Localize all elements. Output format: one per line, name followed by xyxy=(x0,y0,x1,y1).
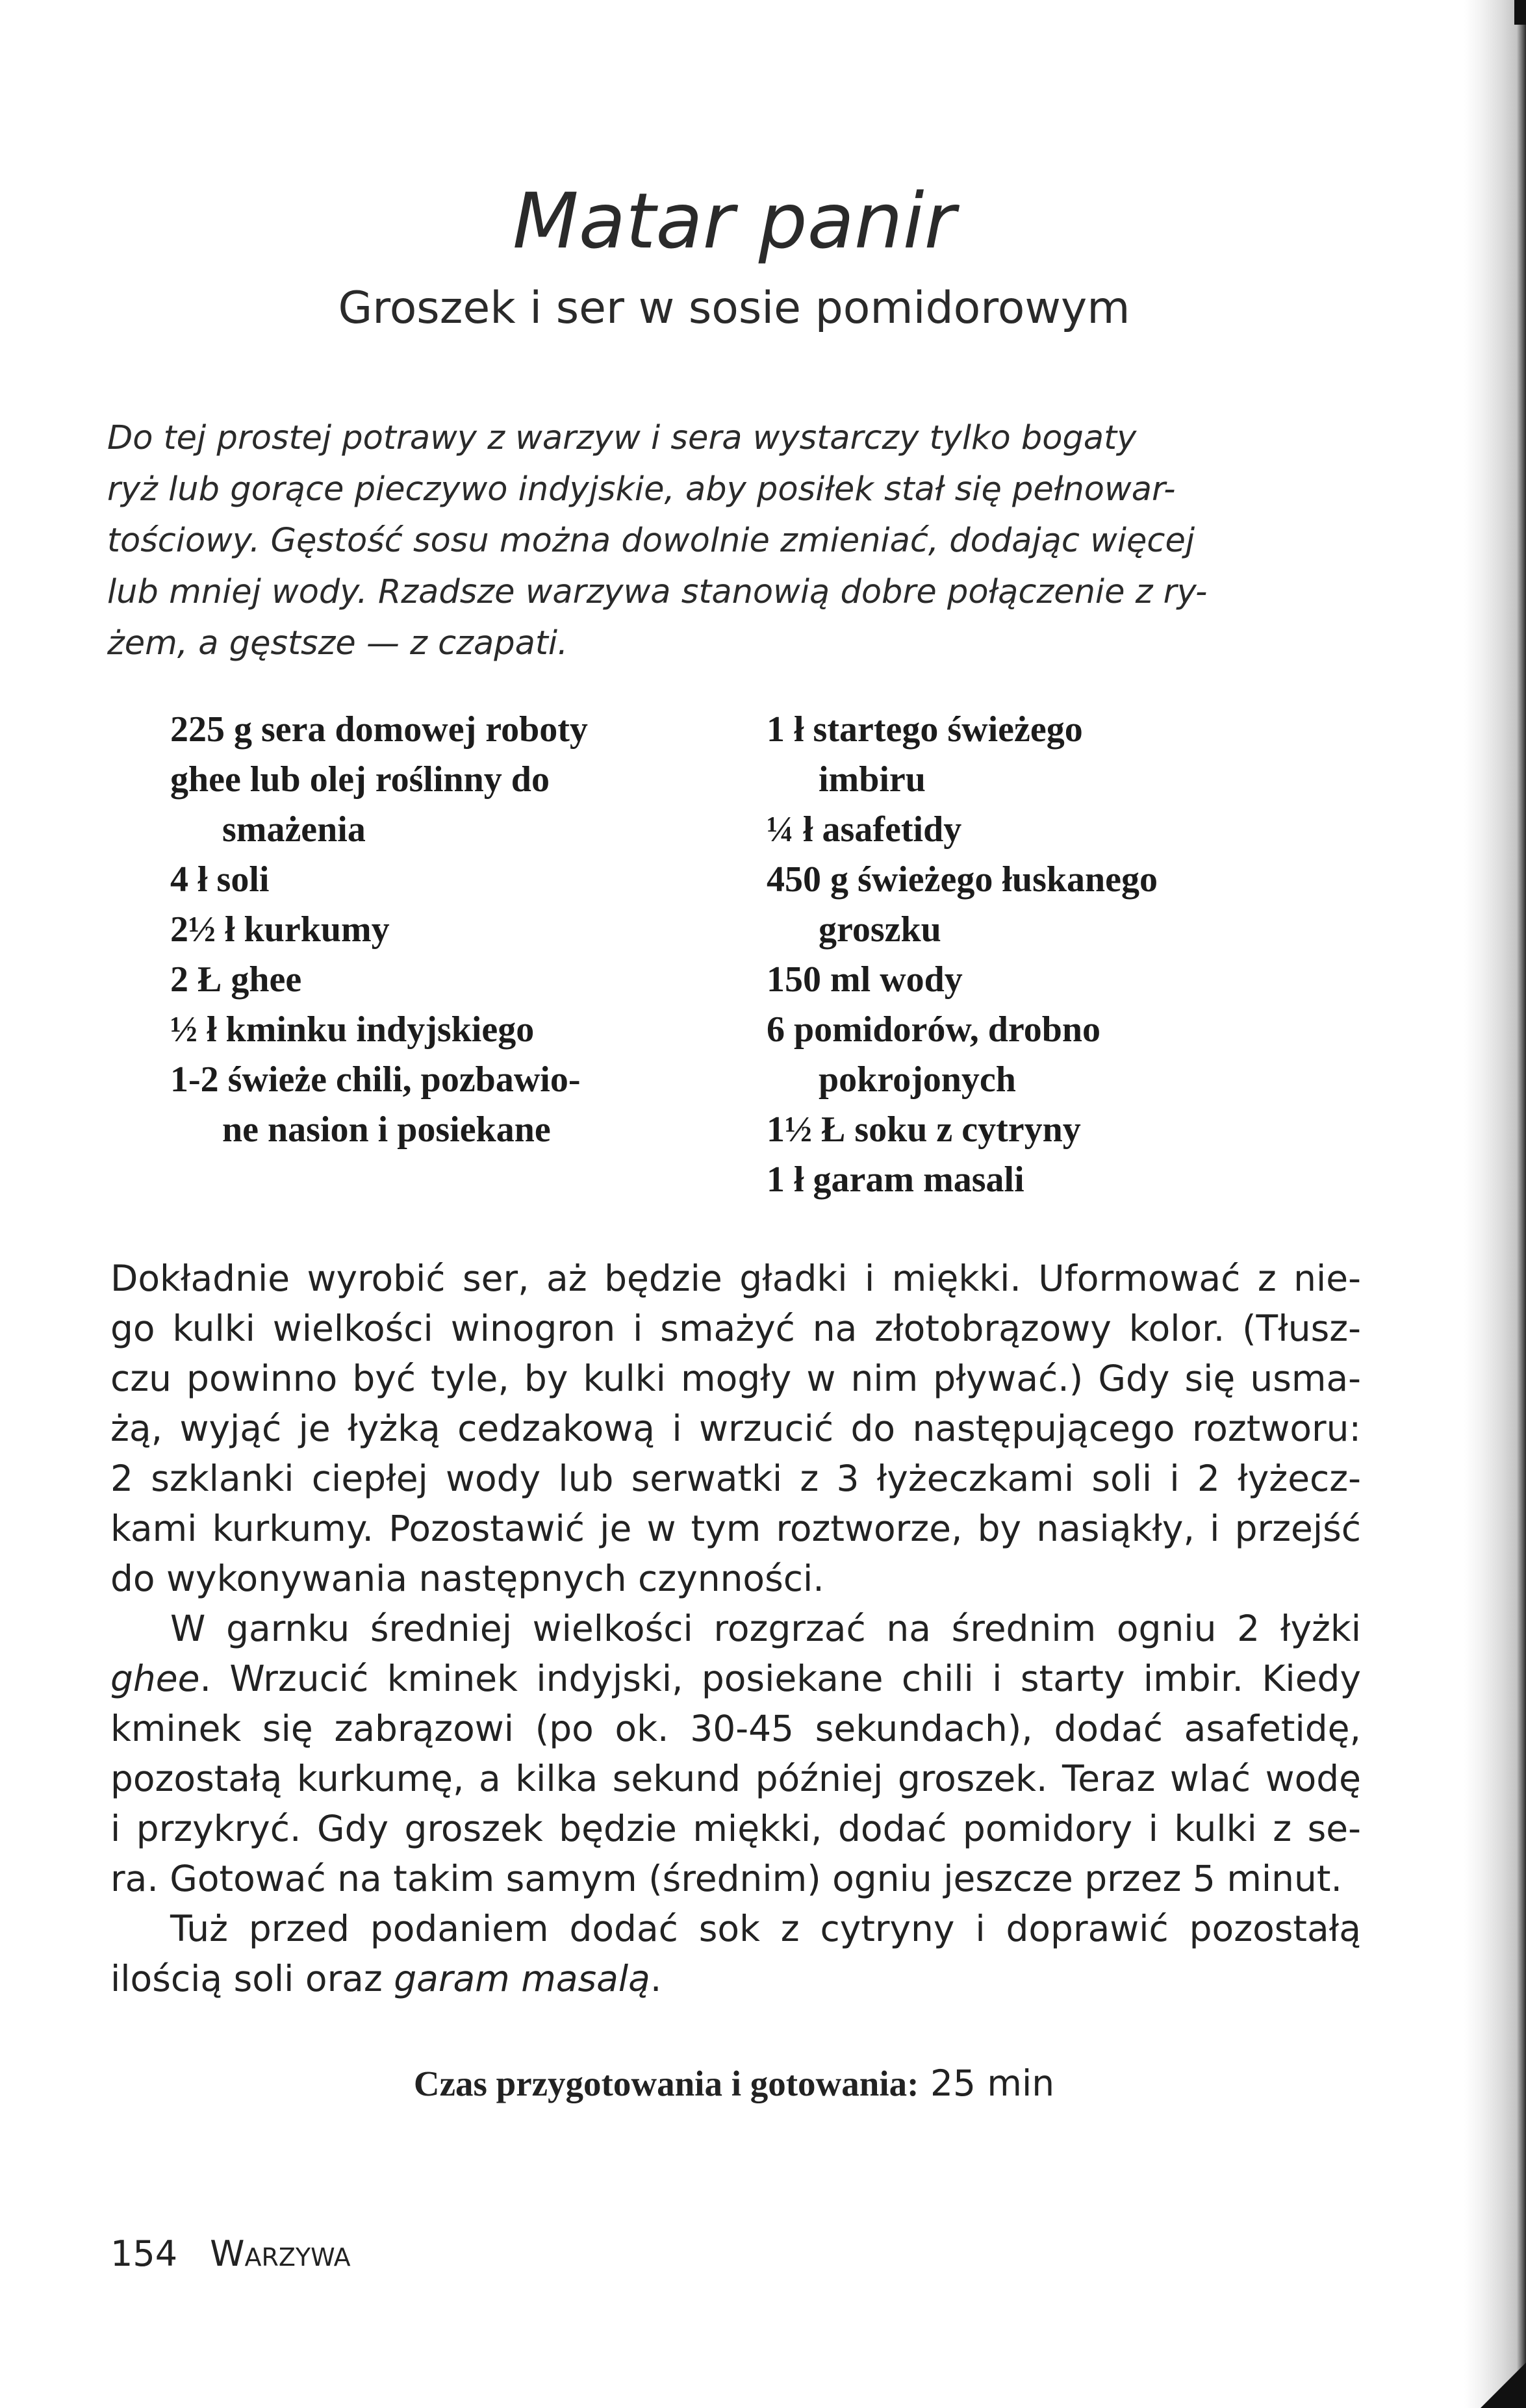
method-line: Tuż przed podaniem dodać sok z cytryny i doprawić pozostałą xyxy=(170,1908,1361,1949)
page-edge-shadow xyxy=(1464,0,1526,2408)
ingredient-line: 1 ł garam masali xyxy=(767,1160,1024,1200)
method-line xyxy=(110,1654,1361,1704)
ingredient-line: 1-2 świeże chili, pozbawio- xyxy=(170,1059,581,1100)
page-number: 154 xyxy=(110,2233,178,2274)
method-text xyxy=(110,1254,1361,2004)
intro-line: lub mniej wody. Rzadsze warzywa stanowią dobre połączenie z ry- xyxy=(107,573,1208,611)
method-line: Dokładnie wyrobić ser, aż będzie gładki i miękki. Uformować z nie- xyxy=(110,1258,1361,1299)
method-line: pozostałą kurkumę, a kilka sekund później groszek. Teraz wlać wodę xyxy=(110,1758,1361,1799)
ingredient-line: 150 ml wody xyxy=(767,959,963,1000)
method-line: 2 szklanki ciepłej wody lub serwatki z 3 łyżeczkami soli i 2 łyżecz- xyxy=(110,1458,1361,1499)
ingredient-line: 2 Ł ghee xyxy=(170,959,302,1000)
recipe-subtitle: Groszek i ser w sosie pomidorowym xyxy=(338,283,1130,334)
section-name: Warzywa xyxy=(210,2233,351,2274)
ingredients-left-column xyxy=(170,705,729,1155)
cooking-time-value: 25 min xyxy=(930,2062,1055,2104)
ingredient-line: 4 ł soli xyxy=(170,859,270,900)
ingredient-line: 6 pomidorów, drobno xyxy=(767,1009,1100,1050)
method-line: kminek się zabrązowi (po ok. 30-45 sekundach), dodać asafetidę, xyxy=(110,1708,1361,1749)
scan-corner-bottom xyxy=(1481,2363,1526,2408)
intro-line: żem, a gęstsze — z czapati. xyxy=(107,624,568,663)
method-line: kami kurkumy. Pozostawić je w tym roztworze, by nasiąkły, i przejść xyxy=(110,1508,1361,1549)
intro-line: ryż lub gorące pieczywo indyjskie, aby posiłek stał się pełnowar- xyxy=(107,470,1176,509)
ingredient-line: imbiru xyxy=(819,759,926,800)
method-line-end: . xyxy=(650,1958,662,1999)
method-line: czu powinno być tyle, by kulki mogły w nim pływać.) Gdy się usma- xyxy=(110,1358,1361,1399)
page-footer xyxy=(110,2231,351,2277)
ingredient-line: 1 ł startego świeżego xyxy=(767,709,1083,750)
ghee-term: ghee xyxy=(110,1658,200,1699)
method-line xyxy=(110,1954,1361,2004)
garam-masala-term: garam masalą xyxy=(394,1958,650,1999)
ingredient-line: ne nasion i posiekane xyxy=(222,1109,551,1150)
intro-paragraph xyxy=(107,412,1364,669)
method-line: i przykryć. Gdy groszek będzie miękki, dodać pomidory i kulki z se- xyxy=(110,1808,1361,1849)
ingredient-line: ¼ ł asafetidy xyxy=(767,809,962,850)
ingredient-line: smażenia xyxy=(222,809,366,850)
ingredient-line: pokrojonych xyxy=(819,1059,1016,1100)
method-line: go kulki wielkości winogron i smażyć na złotobrązowy kolor. (Tłusz- xyxy=(110,1308,1361,1349)
method-line: do wykonywania następnych czynności. xyxy=(110,1558,824,1599)
ingredient-line: 225 g sera domowej roboty xyxy=(170,709,588,750)
intro-line: Do tej prostej potrawy z warzyw i sera wystarczy tylko bogaty xyxy=(107,419,1137,457)
ingredients-right-column xyxy=(767,705,1338,1205)
ingredient-line: 450 g świeżego łuskanego xyxy=(767,859,1158,900)
method-line: ra. Gotować na takim samym (średnim) ogniu jeszcze przez 5 minut. xyxy=(110,1858,1342,1899)
recipe-title: Matar panir xyxy=(512,176,956,266)
method-line-start: ilością soli oraz xyxy=(110,1958,394,1999)
cooking-time-label: Czas przygotowania i gotowania: xyxy=(413,2064,919,2103)
method-line: żą, wyjąć je łyżką cedzakową i wrzucić do następującego roztworu: xyxy=(110,1408,1361,1449)
method-line: W garnku średniej wielkości rozgrzać na średnim ogniu 2 łyżki xyxy=(170,1608,1361,1649)
cooking-time xyxy=(0,2060,1468,2107)
scan-corner-top xyxy=(1514,0,1526,25)
ingredient-line: ghee lub olej roślinny do xyxy=(170,759,550,800)
ingredient-line: ½ ł kminku indyjskiego xyxy=(170,1009,535,1050)
method-line-rest: . Wrzucić kminek indyjski, posiekane chili i starty imbir. Kiedy xyxy=(199,1658,1361,1699)
ingredient-line: groszku xyxy=(819,909,941,950)
intro-line: tościowy. Gęstość sosu można dowolnie zmieniać, dodając więcej xyxy=(107,522,1195,560)
ingredient-line: 1½ Ł soku z cytryny xyxy=(767,1109,1081,1150)
ingredient-line: 2½ ł kurkumy xyxy=(170,909,390,950)
